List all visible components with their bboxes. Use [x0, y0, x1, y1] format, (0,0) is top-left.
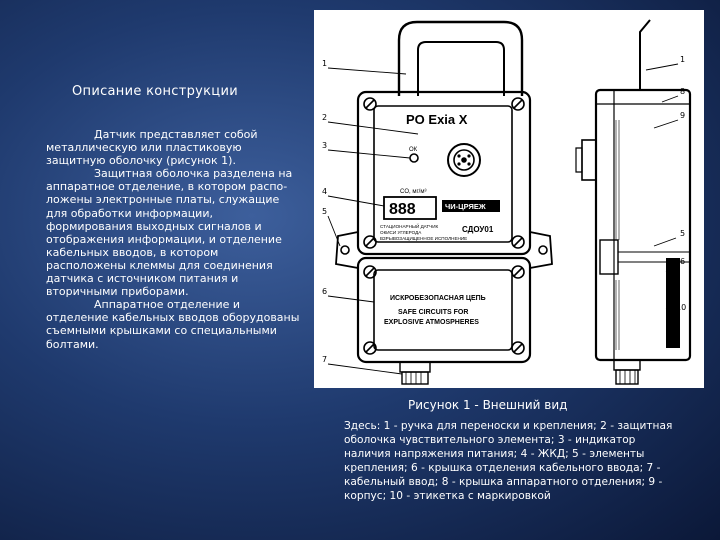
left-mount-hole	[341, 246, 349, 254]
paragraph-3: Аппаратное отделение и отделение кабельных вводов оборудованы съемными крышками со специальными болтами.	[46, 298, 300, 351]
lcd-digits: 888	[389, 201, 416, 218]
info-line-1: СТАЦИОНАРНЫЙ ДАТЧИК	[380, 224, 439, 229]
callout-4: 4	[322, 187, 328, 196]
side-sensor	[582, 140, 596, 180]
left-mount-wing	[336, 232, 358, 268]
paragraph-2: Защитная оболочка разделена на аппаратное отделение, в котором распо-ложены электронные платы, служащие для обработки информации, формирования выходных сигналов и отображения информации, и отделение кабельных вводов, в котором расположены клеммы для соединения датчика с источником питания и вторичными приборами.	[46, 167, 293, 299]
info-line-2: ОКИСИ УГЛЕРОДА	[380, 230, 422, 235]
callout-5: 5	[322, 207, 328, 216]
side-handle	[640, 20, 650, 90]
cover-label-en-2: EXPLOSIVE ATMOSPHERES	[384, 319, 479, 326]
paragraph-1: Датчик представляет собой металлическую или пластиковую защитную оболочку (рисунок 1).	[46, 128, 258, 168]
device-marking: PO Exia X	[406, 112, 468, 127]
power-indicator	[410, 154, 418, 162]
callout-6: 6	[322, 287, 328, 296]
right-mount-wing	[530, 232, 552, 268]
right-mount-hole	[539, 246, 547, 254]
side-cable-gland	[614, 360, 640, 384]
brand-label: ЧИ-ЦРЯЕЖ	[445, 202, 486, 211]
unit-label: CO, мг/м³	[400, 189, 427, 195]
front-cable-gland	[400, 362, 430, 384]
figure-caption: Рисунок 1 - Внешний вид	[408, 398, 568, 412]
callout-8: 8	[680, 87, 686, 96]
cover-label-en-1: SAFE CIRCUITS FOR	[398, 309, 469, 316]
front-handle	[399, 22, 522, 96]
callout-7: 7	[322, 355, 328, 364]
callout-9: 9	[680, 111, 686, 120]
callout-3: 3	[322, 141, 328, 150]
slide-title: Описание конструкции	[72, 84, 238, 99]
callout-1: 1	[322, 59, 328, 68]
device-drawing	[314, 10, 704, 388]
callout-10: 10	[676, 303, 687, 312]
callout-2: 2	[322, 113, 328, 122]
callout-side-5: 5	[680, 229, 686, 238]
description-text	[46, 128, 300, 351]
model-label: СДОУ01	[462, 225, 494, 234]
sensor-grille	[448, 144, 480, 176]
indicator-label: ОК	[409, 147, 418, 153]
figure-legend: Здесь: 1 - ручка для переноски и крепления; 2 - защитная оболочка чувствительного элемента; 3 - индикатор наличия напряжения питания; 4 - ЖКД; 5 - элементы крепления; 6 - крышка отделения кабельного ввода; 7 - кабельный ввод; 8 - крышка аппаратного отделения; 9 - корпус; 10 - этикетка с маркировкой	[344, 420, 673, 502]
device-drawing-svg	[314, 10, 704, 388]
callout-side-1: 1	[680, 55, 686, 64]
cover-label-ru: ИСКРОБЕЗОПАСНАЯ ЦЕПЬ	[390, 295, 486, 302]
side-mount-bracket	[600, 240, 618, 274]
callout-leaders	[328, 64, 678, 374]
info-line-3: ВЗРЫВОЗАЩИЩЕННОЕ ИСПОЛНЕНИЕ	[380, 236, 468, 241]
callout-side-6: 6	[680, 257, 686, 266]
